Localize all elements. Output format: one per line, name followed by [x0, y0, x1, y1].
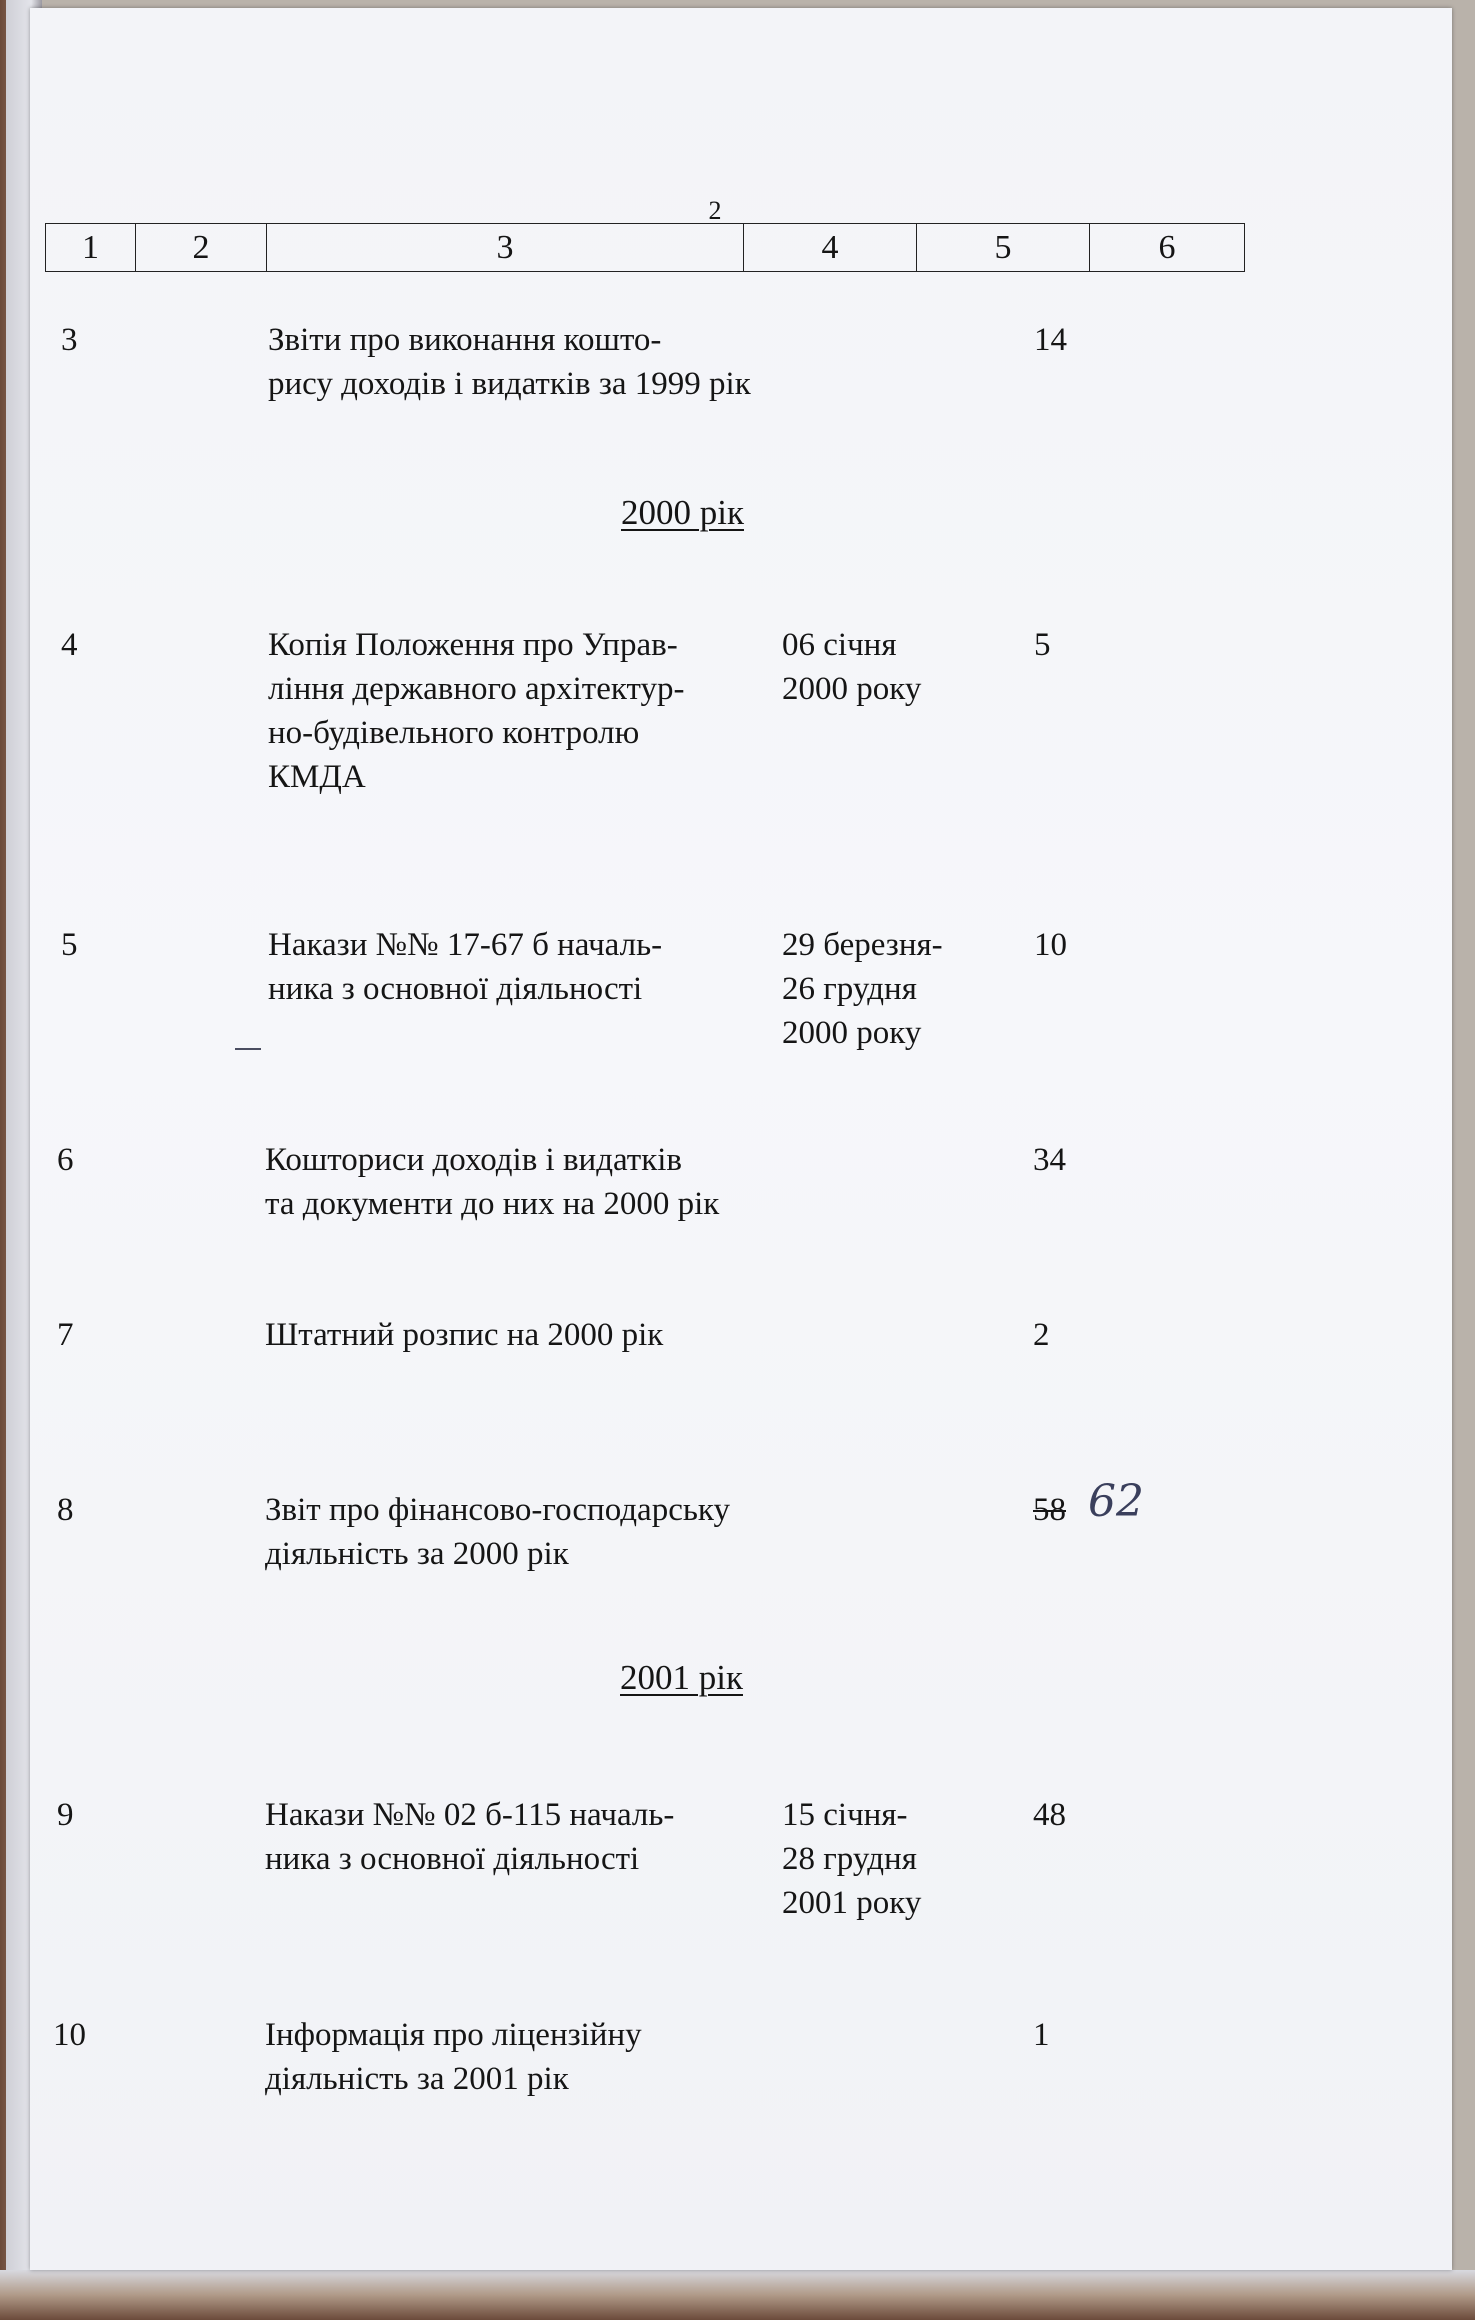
- entry-title-line: діяльність за 2001 рік: [265, 2061, 569, 2097]
- entry-date: [782, 623, 921, 711]
- entry-title: [265, 2013, 642, 2101]
- entry-title: [268, 318, 751, 406]
- entry-title-line: Штатний розпис на 2000 рік: [265, 1317, 664, 1353]
- column-header-2: 2: [136, 224, 267, 272]
- entry-sheet-count: 10: [1034, 927, 1067, 963]
- year-heading-2001: 2001 рік: [620, 1658, 743, 1697]
- entry-number: 6: [57, 1142, 74, 1178]
- stray-mark: [235, 1048, 261, 1050]
- column-header-5: 5: [917, 224, 1090, 272]
- entry-sheet-count: 2: [1033, 1317, 1050, 1353]
- entry-title-line: Накази №№ 17-67 б началь-: [268, 927, 663, 963]
- entry-title: [265, 1793, 674, 1881]
- column-header-1: 1: [46, 224, 136, 272]
- entry-title-line: но-будівельного контролю: [268, 715, 640, 751]
- entry-title-line: рису доходів і видатків за 1999 рік: [268, 366, 751, 402]
- entry-sheet-count-struck: 58: [1033, 1492, 1066, 1528]
- entry-title-line: Копія Положення про Управ-: [268, 627, 678, 663]
- entry-title: [268, 923, 662, 1011]
- entry-title-line: Інформація про ліцензійну: [265, 2017, 642, 2053]
- entry-title-line: Накази №№ 02 б-115 началь-: [265, 1797, 675, 1833]
- entry-date-line: 26 грудня: [782, 971, 917, 1007]
- entry-date-line: 28 грудня: [782, 1841, 917, 1877]
- entry-date-line: 06 січня: [782, 627, 897, 663]
- entry-date-line: 15 січня-: [782, 1797, 908, 1833]
- entry-number: 10: [53, 2017, 86, 2053]
- entry-date-line: 2001 року: [782, 1885, 922, 1921]
- entry-sheet-count: 48: [1033, 1797, 1066, 1833]
- entry-title-line: ника з основної діяльності: [265, 1841, 640, 1877]
- entry-title-line: Кошториси доходів і видатків: [265, 1142, 682, 1178]
- bottom-edge: [0, 2270, 1475, 2320]
- entry-sheet-count: 5: [1034, 627, 1051, 663]
- entry-number: 3: [61, 322, 78, 358]
- entry-number: 4: [61, 627, 78, 663]
- entry-title-line: та документи до них на 2000 рік: [265, 1186, 720, 1222]
- entry-number: 7: [57, 1317, 74, 1353]
- entry-number: 5: [61, 927, 78, 963]
- entry-title-line: Звіт про фінансово-господарську: [265, 1492, 730, 1528]
- column-header-4: 4: [744, 224, 917, 272]
- entry-title-line: КМДА: [268, 759, 366, 795]
- document-page: [30, 8, 1452, 2270]
- entry-title-line: діяльність за 2000 рік: [265, 1536, 569, 1572]
- entry-title-line: ління державного архітектур-: [268, 671, 685, 707]
- page-number: 2: [708, 196, 722, 225]
- entry-title-line: Звіти про виконання кошто-: [268, 322, 662, 358]
- entry-sheet-count: 14: [1034, 322, 1067, 358]
- entry-title: [268, 623, 684, 799]
- entry-sheet-count: 34: [1033, 1142, 1066, 1178]
- entry-sheet-count: 1: [1033, 2017, 1050, 2053]
- entry-date-line: 29 березня-: [782, 927, 943, 963]
- entry-title: [265, 1138, 719, 1226]
- column-header-6: 6: [1090, 224, 1245, 272]
- entry-date-line: 2000 року: [782, 671, 922, 707]
- year-heading-2000: 2000 рік: [621, 493, 744, 532]
- entry-number: 8: [57, 1492, 74, 1528]
- entry-date: [782, 1793, 921, 1925]
- handwritten-corrected-count: 62: [1088, 1476, 1144, 1527]
- column-header-row: [45, 223, 1245, 272]
- column-header-3: 3: [267, 224, 744, 272]
- entry-title: [265, 1488, 730, 1576]
- entry-title-line: ника з основної діяльності: [268, 971, 643, 1007]
- entry-date: [782, 923, 943, 1055]
- entry-number: 9: [57, 1797, 74, 1833]
- entry-date-line: 2000 року: [782, 1015, 922, 1051]
- entry-title: [265, 1313, 663, 1357]
